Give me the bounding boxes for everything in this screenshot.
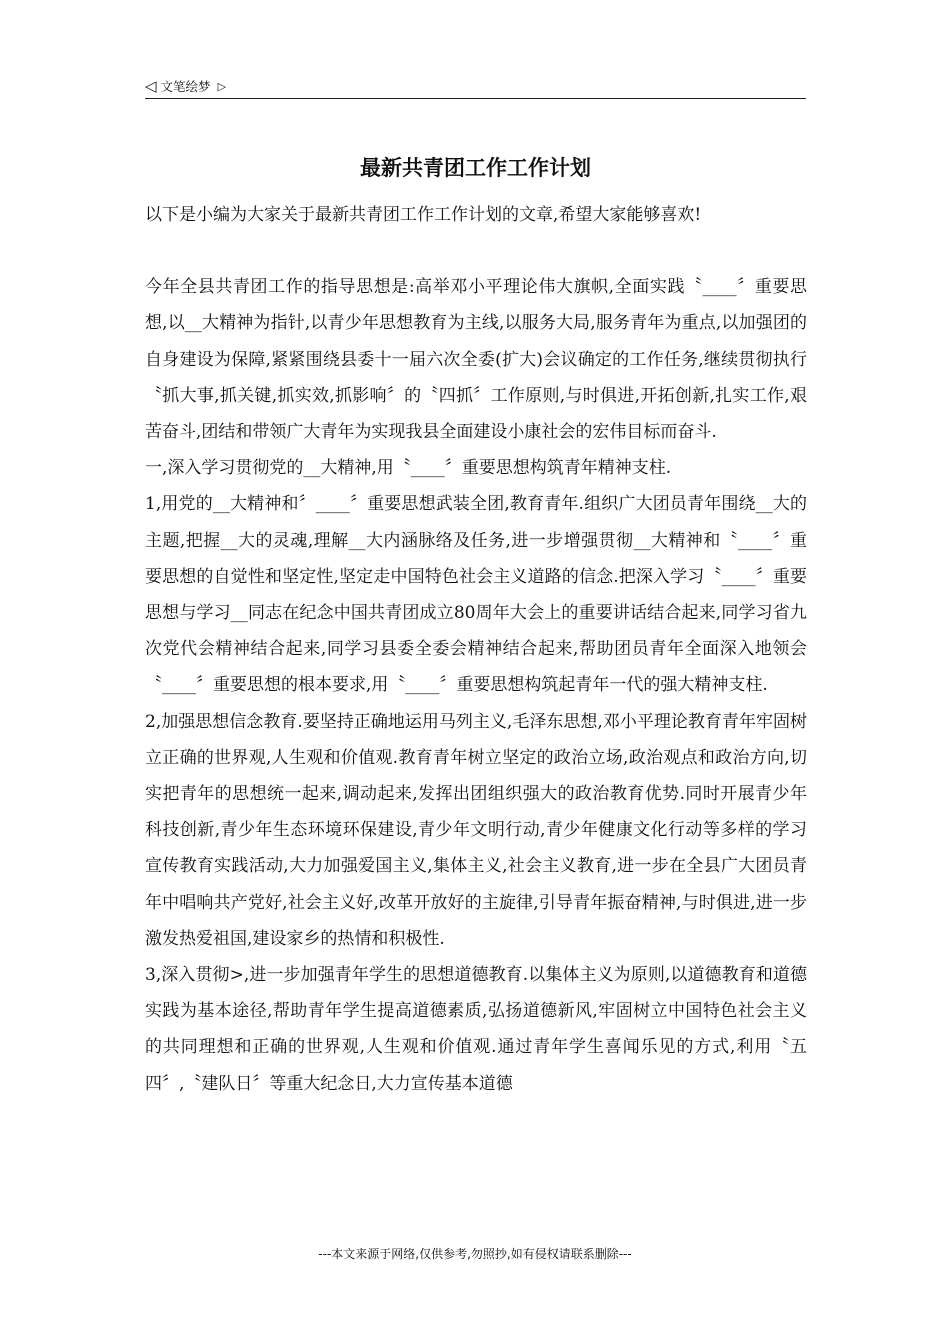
- document-title: 最新共青团工作工作计划: [360, 156, 591, 180]
- triangle-left-icon: ◁: [145, 77, 157, 95]
- intro-paragraph: 以下是小编为大家关于最新共青团工作工作计划的文章,希望大家能够喜欢!: [145, 205, 702, 225]
- page-header: [145, 74, 806, 99]
- brand-label: 文笔绘梦: [160, 79, 211, 94]
- paragraph-item-2: 2,加强思想信念教育.要坚持正确地运用马列主义,毛泽东思想,邓小平理论教育青年牢固树立正确的世界观,人生观和价值观.教育青年树立坚定的政治立场,政治观点和政治方向,切实把青年的思想统一起来,调动起来,发挥出团组织强大的政治教育优势.同时开展青少年科技创新,青少年生态环境环保建设,青少年文明行动,青少年健康文化行动等多样的学习宣传教育实践活动,大力加强爱国主义,集体主义,社会主义教育,进一步在全县广大团员青年中唱响共产党好,社会主义好,改革开放好的主旋律,引导青年振奋精神,与时俱进,进一步激发热爱祖国,建设家乡的热情和积极性.: [145, 711, 807, 949]
- section-heading-1: 一,深入学习贯彻党的__大精神,用〝____〞重要思想构筑青年精神支柱.: [145, 458, 672, 479]
- footer-notice: ---本文来源于网络,仅供参考,勿照抄,如有侵权请联系删除---: [318, 1247, 632, 1261]
- paragraph-guiding-ideology: 今年全县共青团工作的指导思想是:高举邓小平理论伟大旗帜,全面实践〝____〞重要思想,以__大精神为指针,以青少年思想教育为主线,以服务大局,服务青年为重点,以加强团的自身建设为保障,紧紧围绕县委十一届六次全委(扩大)会议确定的工作任务,继续贯彻执行〝抓大事,抓关键,抓实效,抓影响〞的〝四抓〞工作原则,与时俱进,开拓创新,扎实工作,艰苦奋斗,团结和带领广大青年为实现我县全面建设小康社会的宏伟目标而奋斗.: [145, 277, 807, 443]
- paragraph-item-1: 1,用党的__大精神和〞____〞重要思想武装全团,教育青年.组织广大团员青年围绕__大的主题,把握__大的灵魂,理解__大内涵脉络及任务,进一步增强贯彻__大精神和〝____〞重要思想的自觉性和坚定性,坚定走中国特色社会主义道路的信念.把深入学习〝____〞重要思想与学习__同志在纪念中国共青团成立80周年大会上的重要讲话结合起来,同学习省九次党代会精神结合起来,同学习县委全委会精神结合起来,帮助团员青年全面深入地领会〝____〞重要思想的根本要求,用〝____〞重要思想构筑起青年一代的强大精神支柱.: [145, 494, 807, 696]
- paragraph-item-3: 3,深入贯彻>,进一步加强青年学生的思想道德教育.以集体主义为原则,以道德教育和道德实践为基本途径,帮助青年学生提高道德素质,弘扬道德新风,牢固树立中国特色社会主义的共同理想和正确的世界观,人生观和价值观.通过青年学生喜闻乐见的方式,利用〝五四〞,〝建队日〞等重大纪念日,大力宣传基本道德: [145, 965, 807, 1094]
- document-body: [145, 197, 807, 1102]
- triangle-right-icon: ▷: [217, 79, 227, 93]
